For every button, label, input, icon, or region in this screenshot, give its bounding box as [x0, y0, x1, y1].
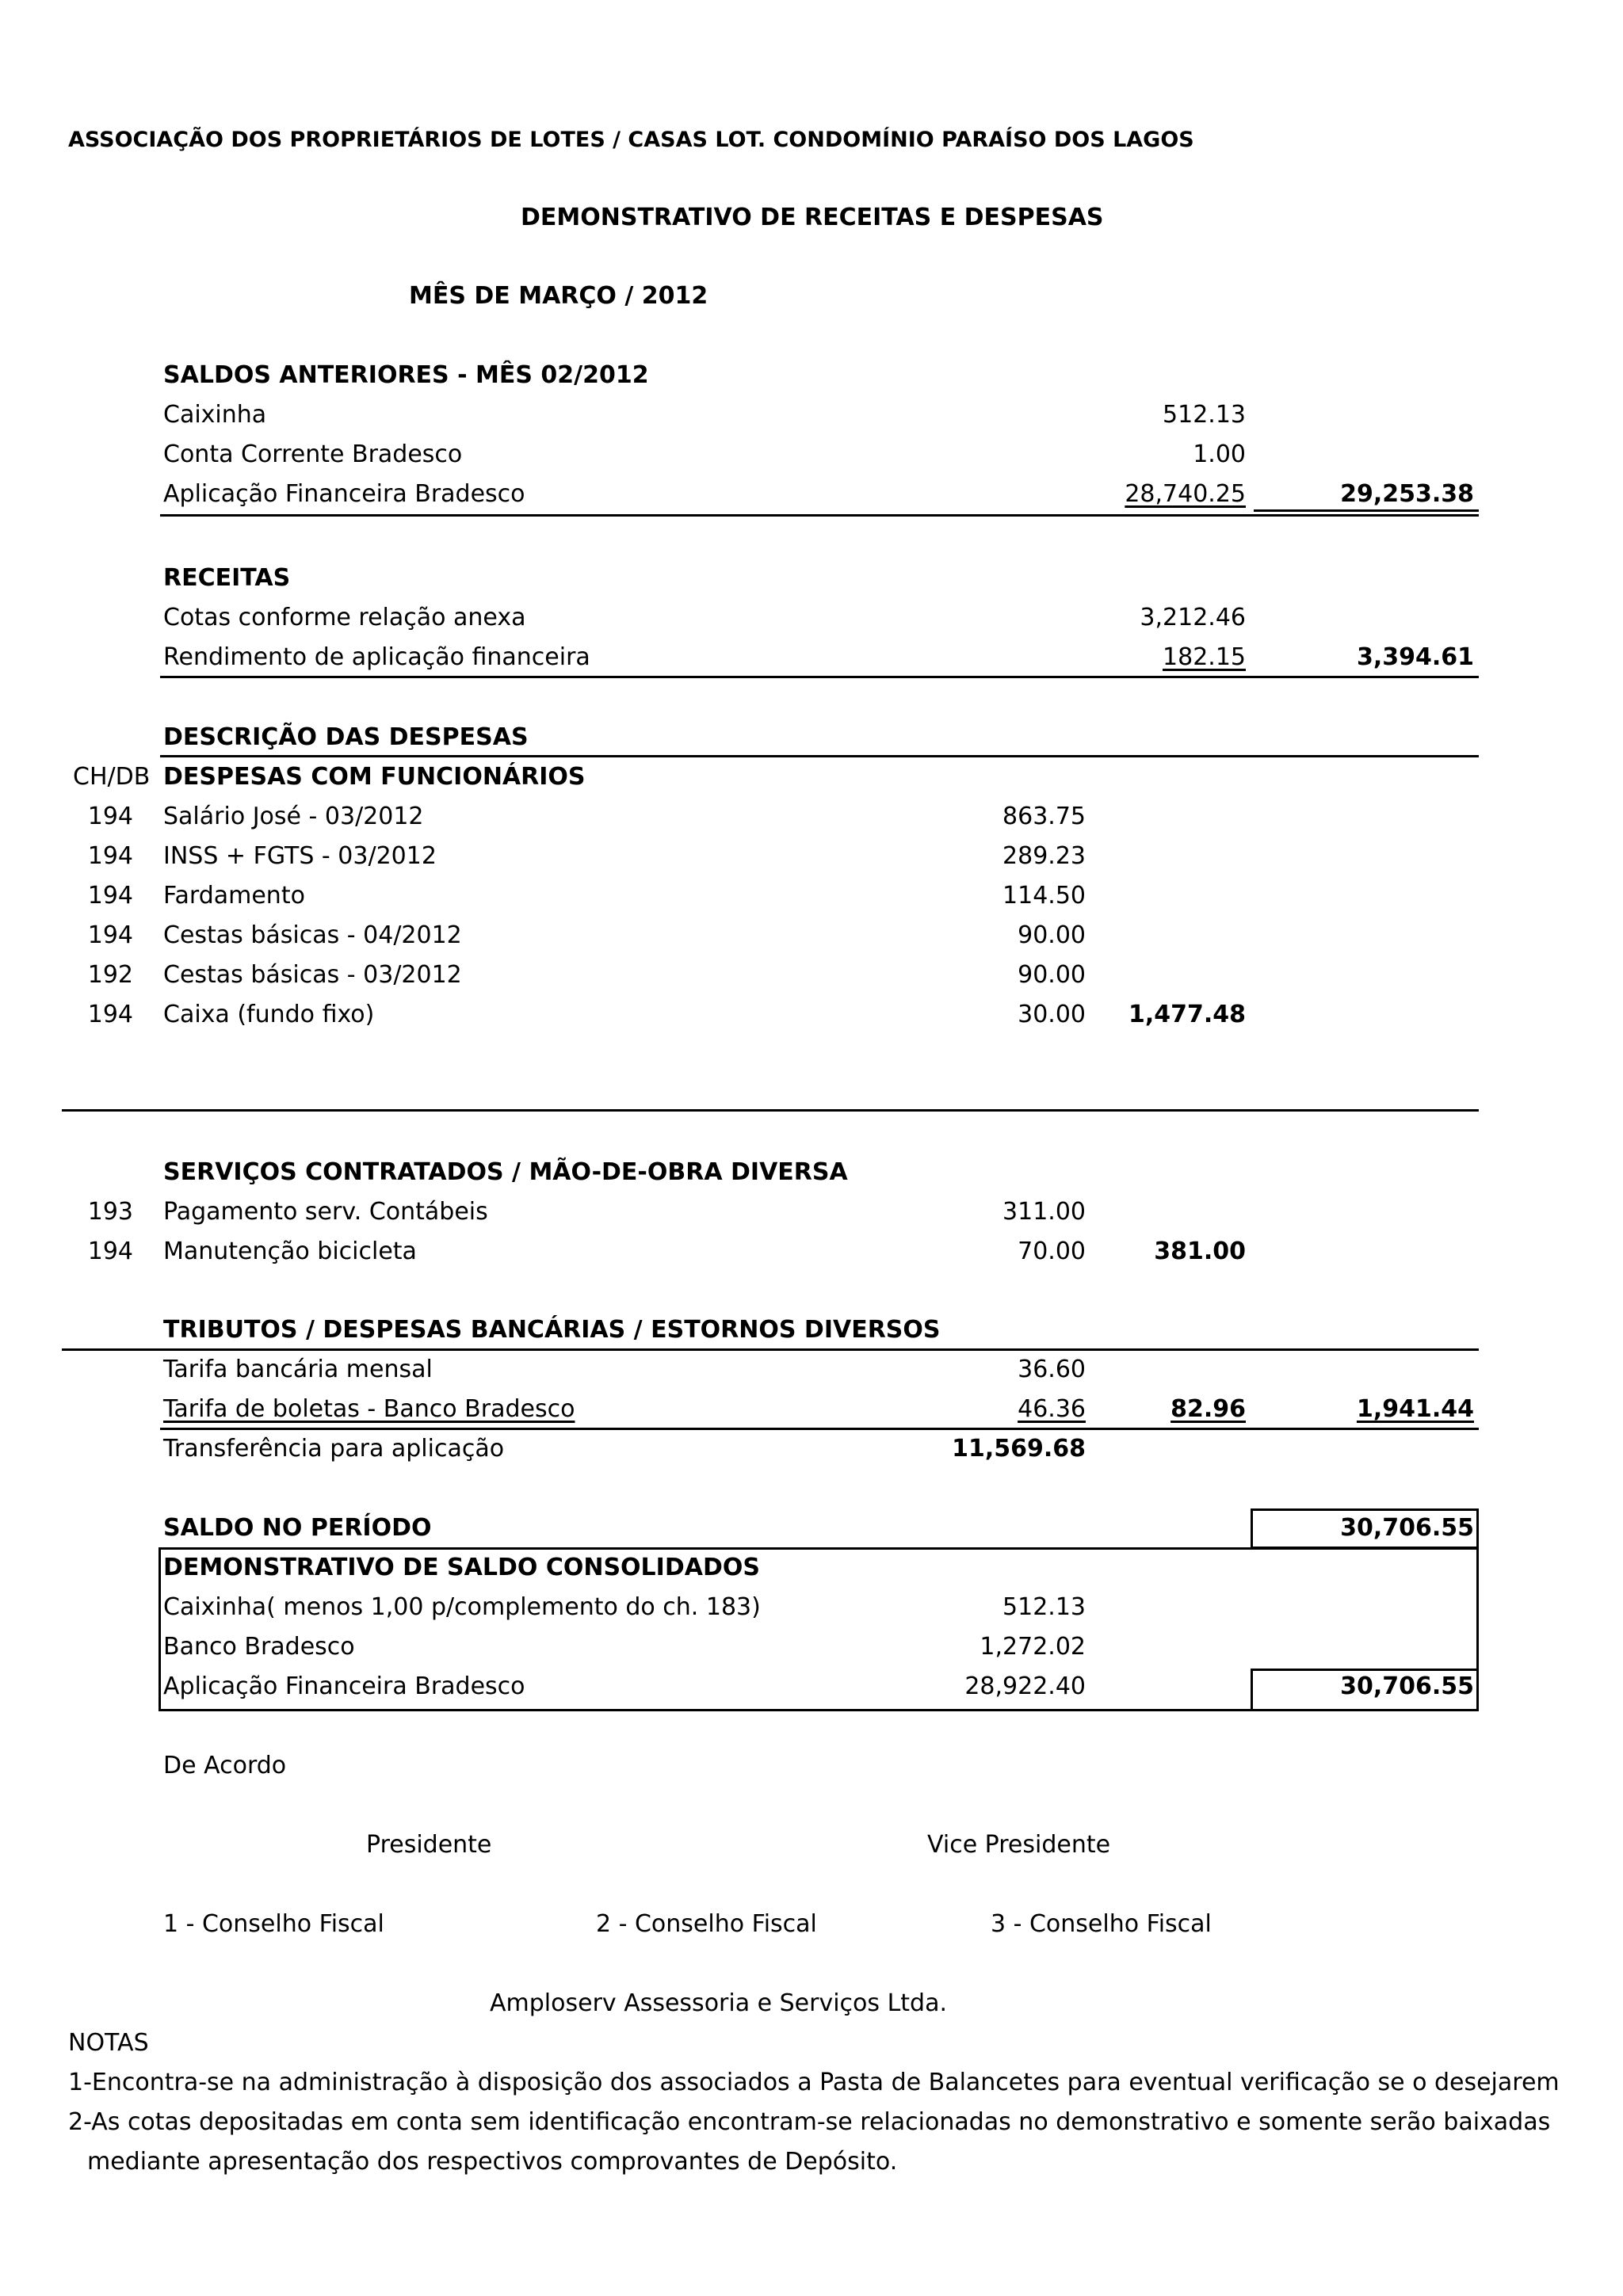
- funcionarios-subtotal: 1,477.48: [1128, 1001, 1246, 1028]
- transferencia-label: Transferência para aplicação: [163, 1435, 505, 1463]
- expense-label: Fardamento: [163, 882, 305, 910]
- ch-number: 194: [87, 921, 133, 949]
- expense-value: 30.00: [1018, 1001, 1086, 1028]
- tributos-subtotal: 82.96: [1170, 1395, 1246, 1423]
- consolidado-item-label: Aplicação Financeira Bradesco: [163, 1672, 525, 1700]
- expense-label: Pagamento serv. Contábeis: [163, 1198, 488, 1226]
- saldo-periodo-value: 30,706.55: [1340, 1514, 1474, 1542]
- consolidado-item-label: Banco Bradesco: [163, 1633, 355, 1661]
- expense-label: Cestas básicas - 03/2012: [163, 961, 462, 989]
- consolidado-title: DEMONSTRATIVO DE SALDO CONSOLIDADOS: [163, 1554, 760, 1581]
- receitas-title: RECEITAS: [163, 564, 291, 592]
- transferencia-value: 11,569.68: [952, 1435, 1086, 1463]
- fiscal-council-3-label: 3 - Conselho Fiscal: [991, 1910, 1212, 1938]
- receitas-total: 3,394.61: [1356, 643, 1474, 671]
- divider: [160, 755, 1479, 757]
- saldo-item-label: Aplicação Financeira Bradesco: [163, 480, 525, 508]
- funcionarios-title: DESPESAS COM FUNCIONÁRIOS: [163, 763, 586, 791]
- expense-value: 90.00: [1018, 921, 1086, 949]
- double-underline: [1254, 509, 1479, 517]
- consolidado-item-value: 1,272.02: [980, 1633, 1086, 1661]
- despesas-total: 1,941.44: [1356, 1395, 1474, 1423]
- expense-value: 114.50: [1002, 882, 1086, 910]
- receita-item-label: Rendimento de aplicação financeira: [163, 643, 590, 671]
- expense-value: 36.60: [1018, 1356, 1086, 1383]
- divider: [62, 1109, 1479, 1112]
- saldo-item-value: 512.13: [1163, 401, 1246, 429]
- despesas-title: DESCRIÇÃO DAS DESPESAS: [163, 723, 529, 751]
- vice-president-label: Vice Presidente: [927, 1831, 1111, 1859]
- consolidado-item-value: 28,922.40: [964, 1672, 1086, 1700]
- expense-label: Cestas básicas - 04/2012: [163, 921, 462, 949]
- tributos-title: TRIBUTOS / DESPESAS BANCÁRIAS / ESTORNOS DIVERSOS: [163, 1316, 941, 1344]
- saldos-total: 29,253.38: [1340, 480, 1474, 508]
- divider: [62, 1348, 1479, 1351]
- receita-item-label: Cotas conforme relação anexa: [163, 604, 526, 631]
- saldo-item-value: 28,740.25: [1125, 480, 1246, 508]
- expense-label: INSS + FGTS - 03/2012: [163, 842, 437, 870]
- expense-value: 863.75: [1002, 803, 1086, 830]
- ch-number: 194: [87, 803, 133, 830]
- agreement-text: De Acordo: [163, 1752, 287, 1779]
- ch-number: 194: [87, 1238, 133, 1265]
- expense-label: Tarifa de boletas - Banco Bradesco: [163, 1395, 575, 1423]
- expense-label: Manutenção bicicleta: [163, 1238, 417, 1265]
- divider: [160, 514, 1254, 517]
- saldo-item-label: Caixinha: [163, 401, 267, 429]
- receita-item-value: 3,212.46: [1140, 604, 1246, 631]
- divider: [160, 1428, 1479, 1430]
- expense-value: 90.00: [1018, 961, 1086, 989]
- saldo-periodo-label: SALDO NO PERÍODO: [163, 1514, 432, 1542]
- ch-number: 194: [87, 842, 133, 870]
- expense-value: 311.00: [1002, 1198, 1086, 1226]
- expense-label: Caixa (fundo fixo): [163, 1001, 375, 1028]
- president-label: Presidente: [366, 1831, 492, 1859]
- ch-number: 193: [87, 1198, 133, 1226]
- ch-number: 192: [87, 961, 133, 989]
- note-2: 2-As cotas depositadas em conta sem identificação encontram-se relacionadas no demonstrativo e somente serão baixadas: [68, 2108, 1551, 2136]
- saldo-item-value: 1.00: [1193, 441, 1246, 468]
- consolidado-total: 30,706.55: [1340, 1672, 1474, 1700]
- expense-value: 46.36: [1018, 1395, 1086, 1423]
- expense-label: Tarifa bancária mensal: [163, 1356, 433, 1383]
- company-name: Amploserv Assessoria e Serviços Ltda.: [490, 1989, 948, 2017]
- association-title: ASSOCIAÇÃO DOS PROPRIETÁRIOS DE LOTES / CASAS LOT. CONDOMÍNIO PARAÍSO DOS LAGOS: [68, 128, 1194, 152]
- consolidado-item-value: 512.13: [1002, 1593, 1086, 1621]
- report-month: MÊS DE MARÇO / 2012: [409, 282, 708, 310]
- receita-item-value: 182.15: [1163, 643, 1246, 671]
- expense-value: 289.23: [1002, 842, 1086, 870]
- saldo-item-label: Conta Corrente Bradesco: [163, 441, 463, 468]
- ch-number: 194: [87, 1001, 133, 1028]
- ch-db-column-label: CH/DB: [73, 763, 151, 791]
- consolidado-item-label: Caixinha( menos 1,00 p/complemento do ch. 183): [163, 1593, 761, 1621]
- expense-value: 70.00: [1018, 1238, 1086, 1265]
- note-2-continuation: mediante apresentação dos respectivos comprovantes de Depósito.: [87, 2148, 898, 2176]
- servicos-title: SERVIÇOS CONTRATADOS / MÃO-DE-OBRA DIVERSA: [163, 1158, 848, 1186]
- divider: [160, 676, 1479, 678]
- expense-label: Salário José - 03/2012: [163, 803, 424, 830]
- saldos-title: SALDOS ANTERIORES - MÊS 02/2012: [163, 361, 649, 389]
- fiscal-council-2-label: 2 - Conselho Fiscal: [596, 1910, 817, 1938]
- note-1: 1-Encontra-se na administração à disposição dos associados a Pasta de Balancetes para eventual verificação se o desejarem: [68, 2069, 1560, 2096]
- fiscal-council-1-label: 1 - Conselho Fiscal: [163, 1910, 384, 1938]
- ch-number: 194: [87, 882, 133, 910]
- servicos-subtotal: 381.00: [1154, 1238, 1246, 1265]
- notes-title: NOTAS: [68, 2029, 149, 2057]
